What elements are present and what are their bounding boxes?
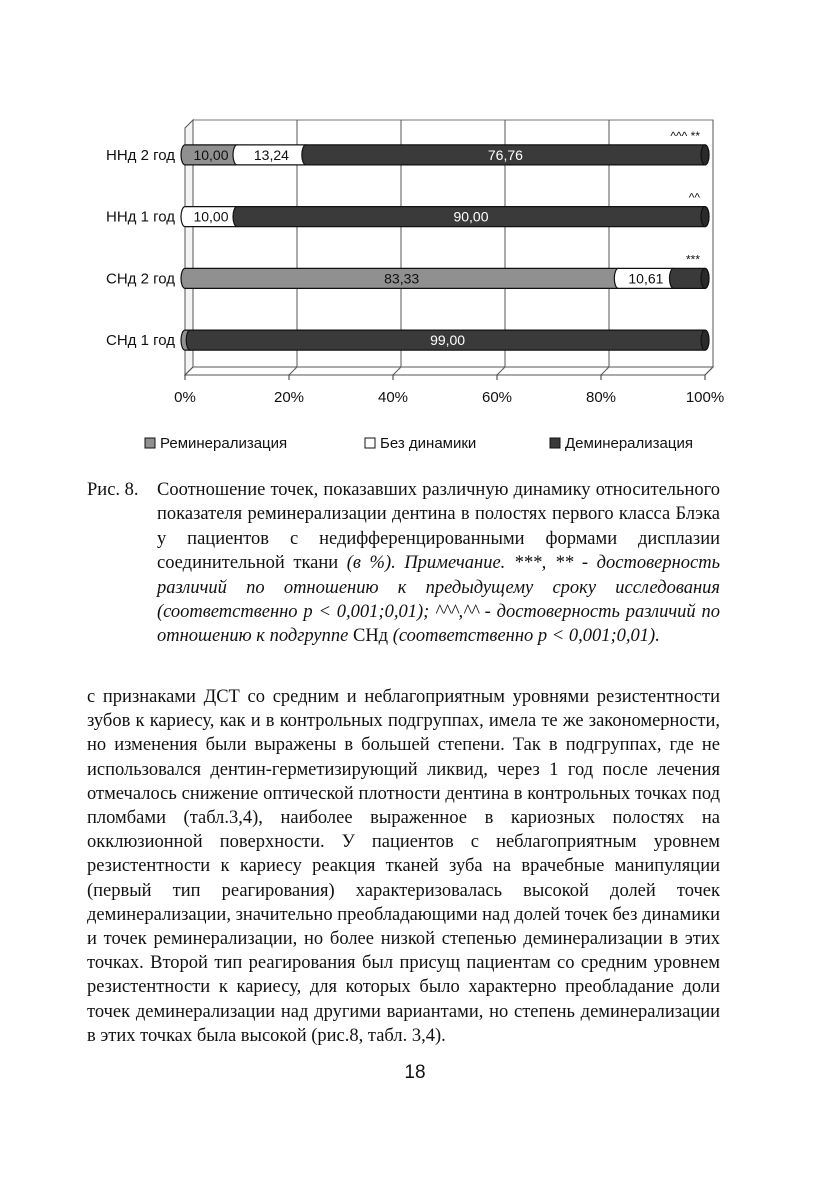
caption-label: Рис. 8. (87, 480, 139, 500)
y-category-label: СНд 1 год (105, 332, 175, 350)
bar-end-cap (701, 268, 709, 288)
caption-note-end: (соответственно p < 0,001;0,01). (388, 626, 660, 647)
legend-label: Деминерализация (565, 435, 693, 452)
legend-label: Реминерализация (160, 435, 288, 452)
caption-main: Соотношение точек, показавших различную динамику относительного показателя реминерализации дентина в полостях первого класса Блэка у пациентов с недифференцированными формами дисплазии соединительной ткани (157, 480, 720, 574)
caption-text (157, 478, 720, 649)
legend-swatch (550, 438, 560, 448)
y-category-label: ННд 1 год (105, 208, 175, 226)
bar-end-cap (701, 207, 709, 227)
chart-legend (145, 435, 693, 452)
x-tick-label: 80% (585, 389, 617, 406)
y-category-label: ННд 2 год (105, 146, 175, 164)
y-category-label: СНд 2 год (105, 270, 175, 288)
legend-label: Без динамики (380, 435, 477, 452)
x-tick-label: 40% (377, 389, 409, 406)
body-paragraph: с признаками ДСТ со средним и неблагоприятным уровнями резистентности зубов к кариесу, как и в контрольных подгруппах, имела те же закономерности, но изменения были выражены в большей степени. Так в подгруппах, где не использовался дентин-герметизирующий ликвид, через 1 год после лечения отмечалось снижение оптической плотности дентина в контрольных точках под пломбами (табл.3,4), наиболее выраженное в кариозных полостях на окклюзионной поверхности. У пациентов с неблагоприятным уровнем резистентности к кариесу реакция тканей зуба на врачебные манипуляции (первый тип реагирования) характеризовалась высокой долей точек деминерализации, значительно преобладающими над долей точек без динамики и точек реминерализации, но более низкой степенью деминерализации в этих точках. Второй тип реагирования был присущ пациентам со средним уровнем резистентности к кариесу, для которых было характерно преобладание доли точек деминерализации над другими вариантами, но степень деминерализации в этих точках была высокой (рис.8, табл. 3,4). (87, 687, 720, 1046)
body-text (87, 685, 720, 1048)
data-label: 90,00 (453, 208, 489, 225)
x-tick-label: 0% (174, 389, 196, 406)
x-tick-label: 100% (685, 389, 725, 406)
data-label: 76,76 (487, 146, 523, 163)
bar-end-cap (701, 330, 709, 350)
caption-subgroup: СНд (352, 626, 389, 647)
data-label: 83,33 (384, 270, 420, 287)
chart-floor (185, 367, 713, 375)
data-label: 13,24 (253, 146, 289, 163)
data-label: 99,00 (430, 332, 466, 349)
x-tick-label: 20% (273, 389, 305, 406)
data-label: 10,61 (628, 270, 664, 287)
page-number: 18 (404, 1062, 426, 1083)
stacked-bar-chart (60, 100, 760, 480)
caption-note: (в %). Примечание. ***, ** - достоверность различий по отношению к предыдущему сроку исследования (соответственно p < 0,001;0,01); ^^^,^^ - достоверность различий по отношению к подгруппе (157, 553, 720, 647)
x-tick-label: 60% (481, 389, 513, 406)
significance-mark: ^^ (688, 190, 700, 205)
legend-swatch (145, 438, 155, 448)
data-label: 10,00 (193, 208, 229, 225)
legend-swatch (365, 438, 375, 448)
significance-mark: *** (685, 252, 700, 267)
data-label: 10,00 (193, 146, 229, 163)
significance-mark: ^^^ ** (670, 128, 700, 143)
bar-end-cap (701, 145, 709, 165)
figure-caption (87, 478, 720, 649)
